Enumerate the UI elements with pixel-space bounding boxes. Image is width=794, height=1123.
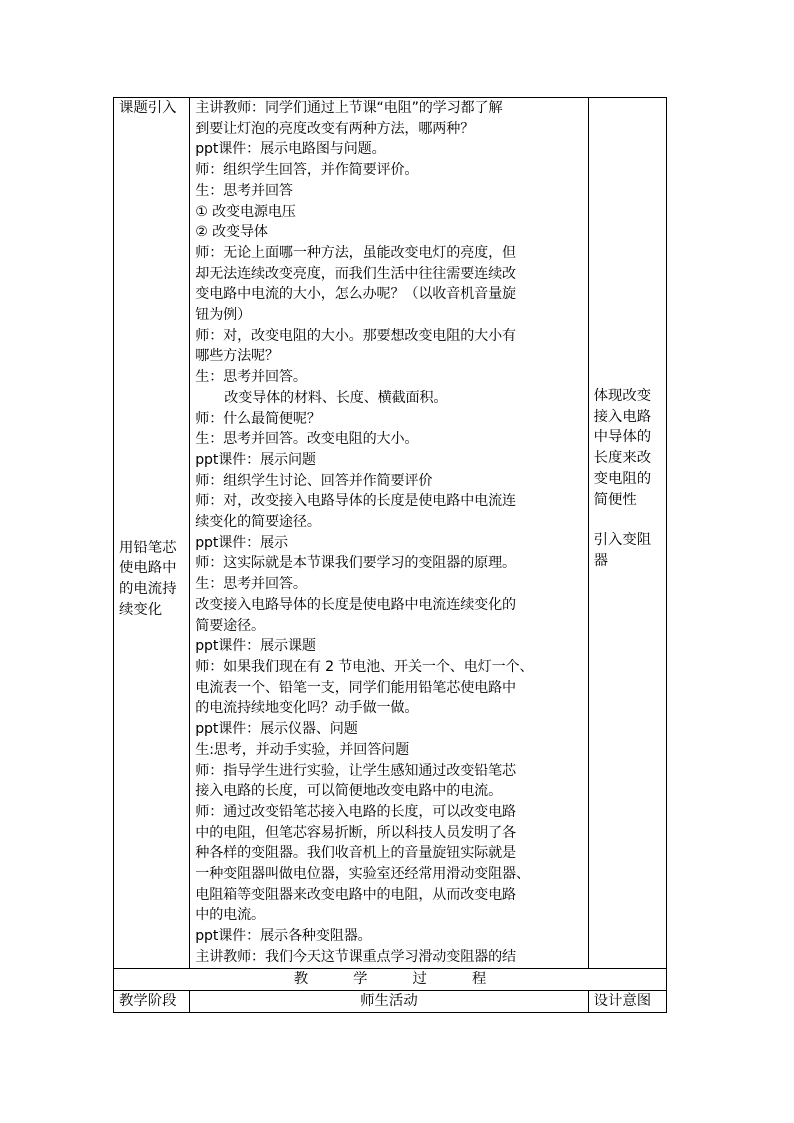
activity-line: 到要让灯泡的亮度改变有两种方法，哪两种？	[195, 120, 475, 137]
phase-pencil-experiment: 用铅笔芯使电路中的电流持续变化	[119, 539, 177, 618]
lesson-plan-table	[113, 97, 667, 1013]
phase-cell	[114, 98, 190, 969]
process-banner-row	[114, 968, 667, 990]
activity-line: 中的电阻，但笔芯容易折断，所以科技人员发明了各	[195, 824, 516, 841]
activity-line: 接入电路的长度，可以简便地改变电路中的电流。	[195, 783, 503, 800]
activity-line: 改变接入电路导体的长度是使电路中电流连续变化的	[195, 596, 516, 613]
activity-line: 生：思考并回答。	[195, 576, 307, 593]
activity-line: 一种变阻器叫做电位器，实验室还经常用滑动变阻器、	[195, 866, 530, 883]
activity-line: 电流表一个、铅笔一支，同学们能用铅笔芯使电路中	[195, 679, 516, 696]
activity-line: 师：对，改变电阻的大小。那要想改变电阻的大小有	[195, 327, 516, 344]
activity-line: ppt课件：展示	[195, 534, 288, 551]
phase-intro: 课题引入	[119, 100, 177, 116]
activity-line: 师：组织学生讨论、回答并作简要评价	[195, 472, 433, 489]
activity-line: 哪些方法呢？	[195, 348, 279, 365]
intent-cell	[588, 98, 666, 969]
header-intent: 设计意图	[588, 990, 666, 1012]
activity-line: ppt课件：展示仪器、问题	[195, 721, 358, 738]
activity-line: 续变化的简要途径。	[195, 514, 321, 531]
header-activity: 师生活动	[190, 990, 588, 1012]
content-row	[114, 98, 667, 969]
activity-cell	[190, 98, 588, 969]
activity-line: 生：思考并回答	[195, 182, 293, 199]
activity-line: 电阻箱等变阻器来改变电路中的电阻，从而改变电路	[195, 886, 516, 903]
activity-line: 师：如果我们现在有 2 节电池、开关一个、电灯一个、	[195, 658, 534, 675]
activity-line: 主讲教师：同学们通过上节课“电阻”的学习都了解	[195, 100, 503, 116]
activity-line: ppt课件：展示电路图与问题。	[195, 141, 386, 158]
banner-char: 教	[293, 970, 309, 987]
process-banner	[114, 968, 667, 990]
activity-line: 生：思考并回答。	[195, 369, 307, 386]
activity-line: 钮为例）	[195, 307, 252, 324]
intent-introduce-rheostat: 引入变阻器	[593, 532, 652, 569]
activity-line: 种各样的变阻器。我们收音机上的音量旋钮实际就是	[195, 845, 516, 862]
activity-line: 主讲教师：我们今天这节课重点学习滑动变阻器的结	[195, 948, 516, 965]
activity-line: 师：组织学生回答，并作简要评价。	[195, 162, 419, 179]
banner-char: 程	[471, 970, 487, 987]
activity-line: ② 改变导体	[195, 224, 268, 241]
activity-line: ppt课件：展示问题	[195, 451, 316, 468]
activity-line: 师：对，改变接入电路导体的长度是使电路中电流连	[195, 493, 516, 510]
activity-line: 师：通过改变铅笔芯接入电路的长度，可以改变电路	[195, 803, 516, 820]
activity-line: ppt课件：展示课题	[195, 638, 316, 655]
activity-line: 师：无论上面哪一种方法，虽能改变电灯的亮度，但	[195, 244, 516, 261]
banner-char: 学	[353, 970, 368, 987]
intent-simplicity: 体现改变接入电路中导体的长度来改变电阻的简便性	[593, 388, 652, 508]
activity-line: 却无法连续改变亮度，而我们生活中往往需要连续改	[195, 265, 516, 282]
banner-char: 过	[412, 970, 427, 987]
header-row	[114, 990, 667, 1012]
activity-line: 改变导体的材料、长度、横截面积。	[224, 389, 448, 406]
activity-line: 生:思考，并动手实验，并回答问题	[195, 741, 410, 758]
activity-line: 中的电流。	[195, 907, 265, 924]
activity-line: 简要途径。	[195, 617, 265, 634]
activity-line: ppt课件：展示各种变阻器。	[195, 928, 372, 945]
activity-line: 变电路中电流的大小，怎么办呢？（以收音机音量旋	[195, 286, 516, 303]
activity-line: 的电流持续地变化吗？动手做一做。	[195, 700, 419, 717]
activity-line: 师：指导学生进行实验，让学生感知通过改变铅笔芯	[195, 762, 516, 779]
activity-line: ① 改变电源电压	[195, 203, 296, 220]
activity-line: 生：思考并回答。改变电阻的大小。	[195, 431, 419, 448]
activity-line: 师：什么最简便呢？	[195, 410, 321, 427]
activity-line: 师：这实际就是本节课我们要学习的变阻器的原理。	[195, 555, 516, 572]
header-phase: 教学阶段	[114, 990, 190, 1012]
